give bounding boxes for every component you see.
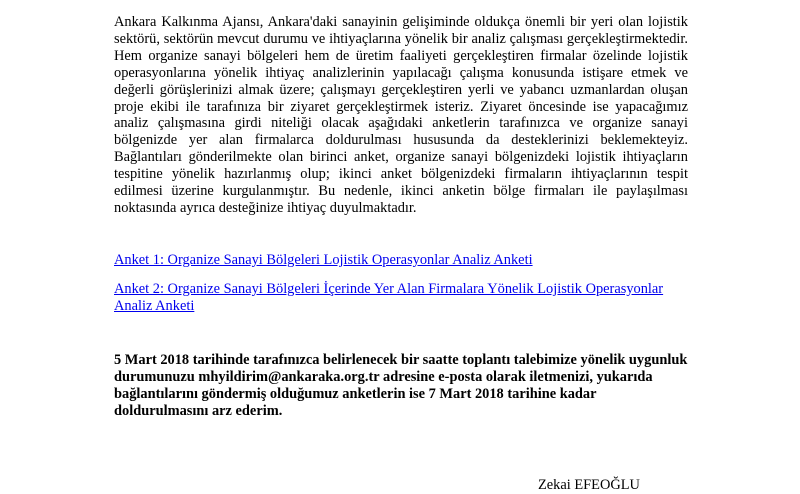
survey-link-2[interactable]: Anket 2: Organize Sanayi Bölgeleri İçerinde Yer Alan Firmalara Yönelik Lojistik Operasyonlar Analiz Anketi <box>114 280 664 314</box>
letter-body <box>114 14 688 435</box>
signature-name: Zekai EFEOĞLU <box>538 477 640 493</box>
closing-paragraph: 5 Mart 2018 tarihinde tarafınızca belirlenecek bir saatte toplantı talebimize yönelik uygunluk durumunuzu mhyildirim@ankaraka.org.tr adresine e-posta olarak iletmenizi, yukarıda bağlantılarını göndermiş olduğumuz anketlerin ise 7 Mart 2018 tarihine kadar doldurulmasını arz ederim. <box>114 351 688 420</box>
intro-paragraph: Ankara Kalkınma Ajansı, Ankara'daki sanayinin gelişiminde oldukça önemli bir yeri olan lojistik sektörü, sektörün mevcut durumu ve ihtiyaçlarına yönelik bir analiz çalışması gerçekleştirmektedir. Hem organize sanayi bölgeleri hem de üretim faaliyeti gerçekleştiren firmalar özelinde lojistik operasyonlarına yönelik ihtiyaç analizlerinin yapılacağı çalışma konusunda istişare etmek ve değerli görüşlerinizi almak üzere; çalışmayı gerçekleştiren yerli ve yabancı uzmanlardan oluşan proje ekibi ile tarafınıza bir ziyaret gerçekleştirmek isteriz. Ziyaret öncesinde ise yapacağımız analiz çalışmasına girdi niteliği olacak aşağıdaki anketlerin tarafınızca ve organize sanayi bölgenizde yer alan firmalarca doldurulması hususunda da desteklerinizi beklemekteyiz. Bağlantıları gönderilmekte olan birinci anket, organize sanayi bölgenizdeki lojistik ihtiyaçların tespitine yönelik hazırlanmış olup; ikinci anket bölgenizdeki firmaların ihtiyaçlarının tespit edilmesi üzerine kurgulanmıştır. Bu nedenle, ikinci anketin bölge firmaları ile paylaşılması noktasında ayrıca desteğinize ihtiyaç duyulmaktadır. <box>114 14 688 216</box>
survey-links <box>114 252 688 315</box>
survey-link-1[interactable]: Anket 1: Organize Sanayi Bölgeleri Lojistik Operasyonlar Analiz Anketi <box>114 251 533 268</box>
